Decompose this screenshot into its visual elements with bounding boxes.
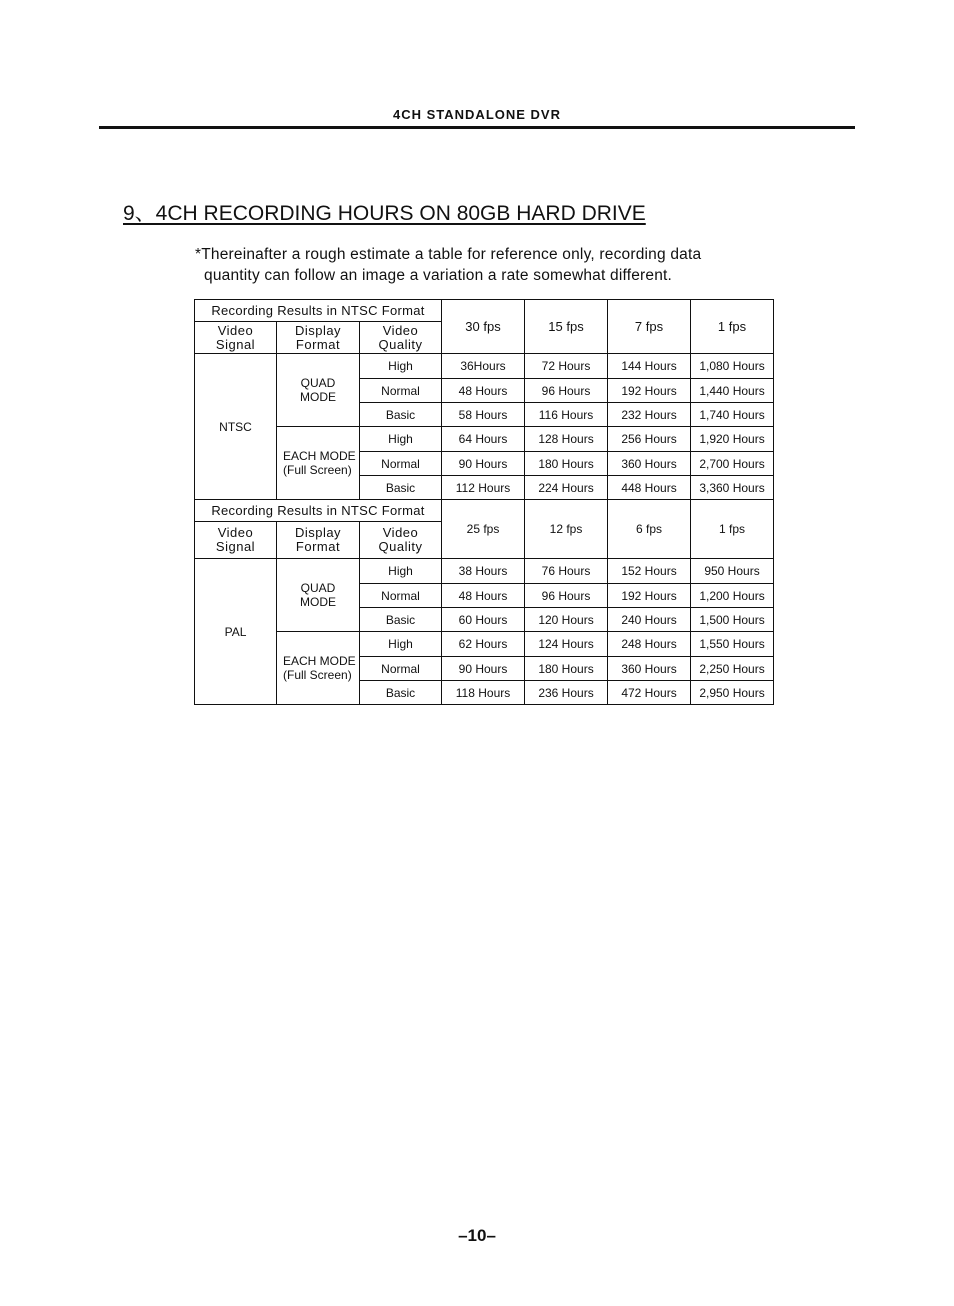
hours-cell: 58 Hours xyxy=(442,403,525,427)
ntsc-signal-cell: NTSC xyxy=(195,354,277,500)
hours-cell: 360 Hours xyxy=(608,452,691,476)
pal-fps-header: 6 fps xyxy=(608,500,691,559)
hours-cell: 2,700 Hours xyxy=(691,452,774,476)
hours-cell: 224 Hours xyxy=(525,476,608,500)
quality-cell: Normal xyxy=(360,584,442,608)
hours-cell: 128 Hours xyxy=(525,427,608,452)
hours-cell: 144 Hours xyxy=(608,354,691,379)
page-number: –10– xyxy=(458,1226,496,1245)
hours-cell: 472 Hours xyxy=(608,681,691,705)
hours-cell: 76 Hours xyxy=(525,559,608,584)
hours-cell: 180 Hours xyxy=(525,452,608,476)
hours-cell: 232 Hours xyxy=(608,403,691,427)
quality-cell: Normal xyxy=(360,452,442,476)
ntsc-fps-header: 15 fps xyxy=(525,300,608,354)
hours-cell: 360 Hours xyxy=(608,657,691,681)
hours-cell: 124 Hours xyxy=(525,632,608,657)
pal-each-mode-cell: EACH MODE (Full Screen) xyxy=(277,632,360,705)
pal-quad-mode-cell: QUAD MODE xyxy=(277,559,360,632)
pal-fps-header: 25 fps xyxy=(442,500,525,559)
quality-cell: Basic xyxy=(360,681,442,705)
hours-cell: 48 Hours xyxy=(442,379,525,403)
hours-cell: 448 Hours xyxy=(608,476,691,500)
ntsc-format-label: Recording Results in NTSC Format xyxy=(195,300,442,322)
hours-cell: 950 Hours xyxy=(691,559,774,584)
hours-cell: 72 Hours xyxy=(525,354,608,379)
pal-format-label: Recording Results in NTSC Format xyxy=(195,500,442,522)
hours-cell: 236 Hours xyxy=(525,681,608,705)
hours-cell: 62 Hours xyxy=(442,632,525,657)
quality-cell: High xyxy=(360,354,442,379)
hours-cell: 240 Hours xyxy=(608,608,691,632)
hours-cell: 38 Hours xyxy=(442,559,525,584)
hours-cell: 48 Hours xyxy=(442,584,525,608)
hours-cell: 1,740 Hours xyxy=(691,403,774,427)
hours-cell: 192 Hours xyxy=(608,379,691,403)
hours-cell: 192 Hours xyxy=(608,584,691,608)
hours-cell: 3,360 Hours xyxy=(691,476,774,500)
display-format-header: Display Format xyxy=(277,322,360,354)
video-signal-header: Video Signal xyxy=(195,322,277,354)
quality-cell: Basic xyxy=(360,608,442,632)
quality-cell: Normal xyxy=(360,657,442,681)
section-title: 9、4CH RECORDING HOURS ON 80GB HARD DRIVE xyxy=(123,202,646,225)
hours-cell: 90 Hours xyxy=(442,452,525,476)
hours-cell: 120 Hours xyxy=(525,608,608,632)
ntsc-fps-header: 30 fps xyxy=(442,300,525,354)
header-rule xyxy=(99,126,855,129)
ntsc-fps-header: 1 fps xyxy=(691,300,774,354)
display-format-header: Display Format xyxy=(277,522,360,559)
quality-cell: High xyxy=(360,632,442,657)
pal-fps-header: 1 fps xyxy=(691,500,774,559)
note-line-2: quantity can follow an image a variation a rate somewhat different. xyxy=(204,267,673,284)
running-header: 4CH STANDALONE DVR xyxy=(393,107,561,122)
hours-cell: 1,500 Hours xyxy=(691,608,774,632)
ntsc-fps-header: 7 fps xyxy=(608,300,691,354)
note-paragraph xyxy=(195,244,701,286)
quality-cell: Normal xyxy=(360,379,442,403)
hours-cell: 1,550 Hours xyxy=(691,632,774,657)
hours-cell: 36Hours xyxy=(442,354,525,379)
hours-cell: 2,950 Hours xyxy=(691,681,774,705)
hours-cell: 1,440 Hours xyxy=(691,379,774,403)
hours-cell: 112 Hours xyxy=(442,476,525,500)
hours-cell: 2,250 Hours xyxy=(691,657,774,681)
hours-cell: 96 Hours xyxy=(525,584,608,608)
hours-cell: 256 Hours xyxy=(608,427,691,452)
quality-cell: Basic xyxy=(360,403,442,427)
quality-cell: High xyxy=(360,427,442,452)
hours-cell: 90 Hours xyxy=(442,657,525,681)
hours-cell: 1,920 Hours xyxy=(691,427,774,452)
hours-cell: 152 Hours xyxy=(608,559,691,584)
hours-cell: 118 Hours xyxy=(442,681,525,705)
pal-fps-header: 12 fps xyxy=(525,500,608,559)
quality-cell: High xyxy=(360,559,442,584)
ntsc-quad-mode-cell: QUAD MODE xyxy=(277,354,360,427)
hours-cell: 60 Hours xyxy=(442,608,525,632)
recording-hours-table xyxy=(194,299,774,705)
hours-cell: 1,200 Hours xyxy=(691,584,774,608)
quality-cell: Basic xyxy=(360,476,442,500)
hours-cell: 1,080 Hours xyxy=(691,354,774,379)
ntsc-each-mode-cell: EACH MODE (Full Screen) xyxy=(277,427,360,500)
hours-cell: 248 Hours xyxy=(608,632,691,657)
hours-cell: 116 Hours xyxy=(525,403,608,427)
hours-cell: 180 Hours xyxy=(525,657,608,681)
note-line-1: *Thereinafter a rough estimate a table for reference only, recording data xyxy=(195,246,702,263)
video-signal-header: Video Signal xyxy=(195,522,277,559)
hours-cell: 64 Hours xyxy=(442,427,525,452)
hours-cell: 96 Hours xyxy=(525,379,608,403)
video-quality-header: Video Quality xyxy=(360,322,442,354)
video-quality-header: Video Quality xyxy=(360,522,442,559)
pal-signal-cell: PAL xyxy=(195,559,277,705)
